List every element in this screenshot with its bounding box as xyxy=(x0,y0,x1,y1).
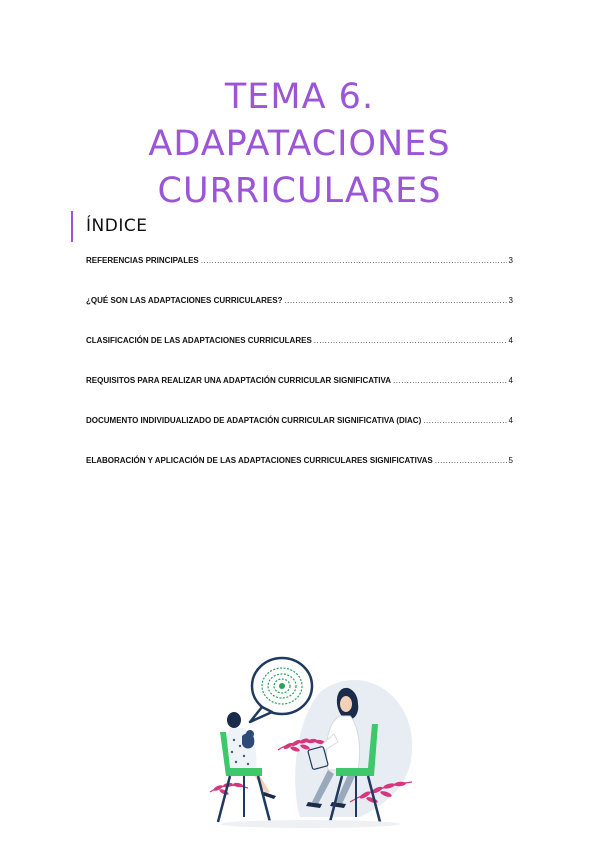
index-heading: ÍNDICE xyxy=(86,216,148,236)
toc-entry[interactable] xyxy=(86,376,513,416)
toc-dot-leader xyxy=(284,296,506,305)
toc-entry[interactable] xyxy=(86,336,513,376)
toc-entry[interactable] xyxy=(86,256,513,296)
toc-entry-text: ELABORACIÓN Y APLICACIÓN DE LAS ADAPTACIONES CURRICULARES SIGNIFICATIVAS xyxy=(86,456,433,465)
toc-dot-leader xyxy=(393,376,507,385)
toc-page-number: 4 xyxy=(508,376,513,385)
floor-shadow xyxy=(220,820,400,828)
document-title xyxy=(0,74,599,215)
table-of-contents xyxy=(86,256,513,496)
toc-dot-leader xyxy=(201,256,507,265)
toc-dot-leader xyxy=(435,456,507,465)
toc-page-number: 4 xyxy=(508,416,513,425)
toc-entry[interactable] xyxy=(86,296,513,336)
index-accent-bar xyxy=(71,211,73,242)
toc-page-number: 5 xyxy=(508,456,513,465)
toc-entry[interactable] xyxy=(86,416,513,456)
toc-page-number: 3 xyxy=(508,296,513,305)
toc-entry-text: ¿QUÉ SON LAS ADAPTACIONES CURRICULARES? xyxy=(86,296,283,305)
toc-dot-leader xyxy=(423,416,506,425)
title-line-3: CURRICULARES xyxy=(157,171,442,211)
toc-page-number: 4 xyxy=(508,336,513,345)
title-line-2: ADAPATACIONES xyxy=(148,124,451,164)
title-line-1: TEMA 6. xyxy=(224,77,375,117)
toc-entry-text: CLASIFICACIÓN DE LAS ADAPTACIONES CURRICULARES xyxy=(86,336,312,345)
toc-entry[interactable] xyxy=(86,456,513,496)
toc-entry-text: REFERENCIAS PRINCIPALES xyxy=(86,256,199,265)
child-figure xyxy=(226,712,277,799)
speech-bubble-icon xyxy=(250,658,312,722)
toc-entry-text: REQUISITOS PARA REALIZAR UNA ADAPTACIÓN CURRICULAR SIGNIFICATIVA xyxy=(86,376,392,385)
toc-page-number: 3 xyxy=(508,256,513,265)
toc-dot-leader xyxy=(314,336,507,345)
therapy-session-illustration-icon xyxy=(200,652,420,837)
toc-entry-text: DOCUMENTO INDIVIDUALIZADO DE ADAPTACIÓN CURRICULAR SIGNIFICATIVA (DIAC) xyxy=(86,416,422,425)
